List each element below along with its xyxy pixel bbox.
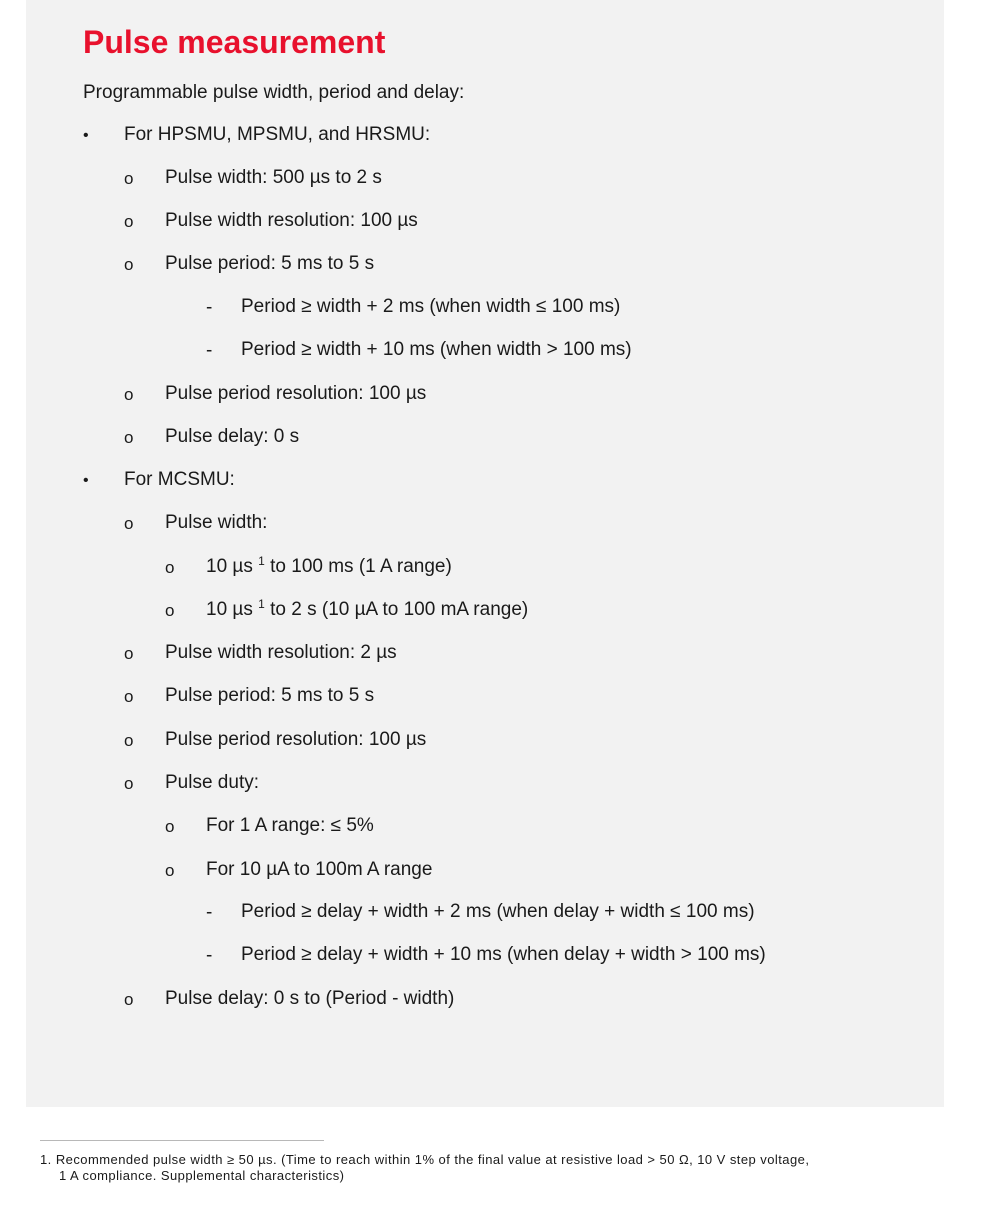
list-item: Pulse period: 5 ms to 5 s	[165, 685, 375, 706]
footnote-divider	[40, 1140, 324, 1141]
list-item: Period ≥ delay + width + 2 ms (when delay + width ≤ 100 ms)	[241, 901, 755, 922]
intro-text: Programmable pulse width, period and delay:	[83, 82, 465, 103]
footnote-line-2: 1 A compliance. Supplemental characteristics)	[59, 1168, 345, 1183]
list-item: Pulse period resolution: 100 µs	[165, 729, 427, 750]
page-title: Pulse measurement	[83, 24, 386, 60]
group-label-hpsmu: For HPSMU, MPSMU, and HRSMU:	[124, 124, 431, 145]
circle-marker: o	[124, 385, 134, 404]
circle-marker: o	[124, 514, 134, 533]
dash-marker: -	[206, 902, 213, 923]
dash-marker: -	[206, 945, 213, 966]
circle-marker: o	[124, 212, 134, 231]
list-item: 10 µs $^1$ to 100 ms (1 A range)	[206, 554, 452, 577]
circle-marker: o	[124, 687, 134, 706]
circle-marker: o	[124, 990, 134, 1009]
list-item: Pulse period: 5 ms to 5 s	[165, 253, 375, 274]
circle-marker: o	[165, 601, 175, 620]
circle-marker: o	[124, 644, 134, 663]
circle-marker: o	[124, 774, 134, 793]
list-item: 10 µs $^1$ to 2 s (10 µA to 100 mA range)	[206, 597, 529, 620]
circle-marker: o	[124, 169, 134, 188]
footnote	[40, 1152, 940, 1184]
footnote-ref: 1	[258, 554, 265, 568]
content-panel	[26, 0, 944, 1107]
circle-marker: o	[124, 428, 134, 447]
dash-marker: -	[206, 297, 213, 318]
list-item: Pulse width: 500 µs to 2 s	[165, 167, 382, 188]
footnote-number: 1.	[40, 1152, 52, 1167]
circle-marker: o	[165, 861, 175, 880]
list-item: Pulse delay: 0 s	[165, 426, 300, 447]
footnote-ref: 1	[258, 597, 265, 611]
list-item: Pulse delay: 0 s to (Period - width)	[165, 988, 455, 1009]
circle-marker: o	[124, 731, 134, 750]
list-item: Period ≥ width + 10 ms (when width > 100 ms)	[241, 339, 632, 360]
circle-marker: o	[124, 255, 134, 274]
circle-marker: o	[165, 558, 175, 577]
dash-marker: -	[206, 340, 213, 361]
bullet-marker: •	[83, 127, 89, 144]
list-item: Pulse width resolution: 100 µs	[165, 210, 418, 231]
list-item: Period ≥ width + 2 ms (when width ≤ 100 ms)	[241, 296, 621, 317]
list-item: For 10 µA to 100m A range	[206, 859, 433, 880]
list-item: Pulse width resolution: 2 µs	[165, 642, 397, 663]
footnote-line-1: Recommended pulse width ≥ 50 µs. (Time to reach within 1% of the final value at resistive load > 50 Ω, 10 V step voltage,	[55, 1152, 810, 1167]
list-item: Pulse duty:	[165, 772, 259, 793]
list-item: Pulse width:	[165, 512, 268, 533]
circle-marker: o	[165, 817, 175, 836]
group-label-mcsmu: For MCSMU:	[124, 469, 235, 490]
list-item: For 1 A range: ≤ 5%	[206, 815, 374, 836]
list-item: Pulse period resolution: 100 µs	[165, 383, 427, 404]
list-item: Period ≥ delay + width + 10 ms (when delay + width > 100 ms)	[241, 944, 766, 965]
bullet-marker: •	[83, 472, 89, 489]
